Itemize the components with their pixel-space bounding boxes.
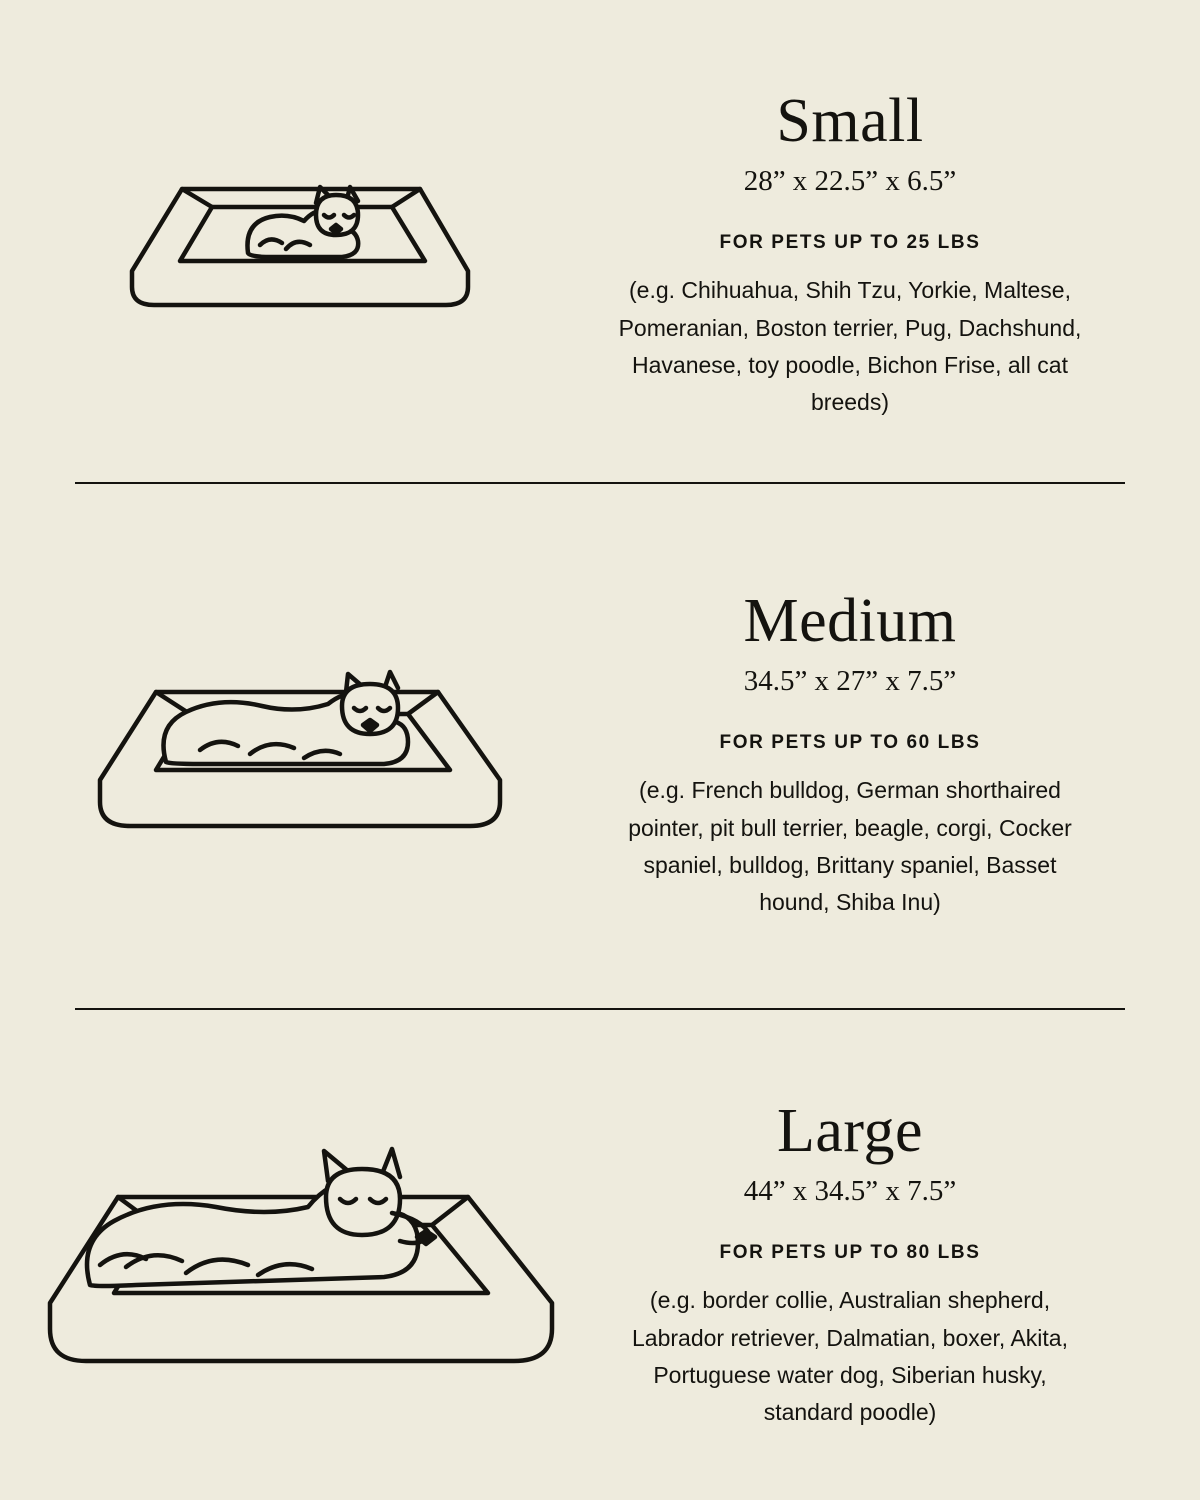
section-divider — [75, 1008, 1125, 1010]
illustration-small — [0, 145, 600, 365]
large-dog-on-bed-icon — [40, 1115, 560, 1415]
illustration-large — [0, 1115, 600, 1415]
section-divider — [75, 482, 1125, 484]
size-dimensions-small: 28” x 22.5” x 6.5” — [743, 164, 957, 197]
small-dog-on-bed-icon — [120, 145, 480, 365]
size-title-medium: Medium — [743, 586, 957, 655]
size-breeds-medium: (e.g. French bulldog, German shorthaired pointer, pit bull terrier, beagle, corgi, Cocker spaniel, bulldog, Brittany spaniel, Basset hound, Shiba Inu) — [628, 777, 1072, 916]
size-weight-medium: FOR PETS UP TO 60 LBS — [719, 732, 981, 754]
size-section-medium — [0, 555, 1200, 955]
size-dimensions-large: 44” x 34.5” x 7.5” — [743, 1174, 957, 1207]
size-section-small — [0, 55, 1200, 455]
illustration-medium — [0, 630, 600, 880]
medium-dog-on-bed-icon — [90, 630, 510, 880]
size-weight-small: FOR PETS UP TO 25 LBS — [719, 232, 981, 254]
text-block-medium — [600, 586, 1200, 922]
size-dimensions-medium: 34.5” x 27” x 7.5” — [743, 664, 957, 697]
text-block-large — [600, 1096, 1200, 1432]
size-section-large — [0, 1065, 1200, 1465]
size-breeds-large: (e.g. border collie, Australian shepherd, Labrador retriever, Dalmatian, boxer, Akita, Portuguese water dog, Siberian husky, standard poodle) — [632, 1287, 1068, 1426]
size-breeds-small: (e.g. Chihuahua, Shih Tzu, Yorkie, Maltese, Pomeranian, Boston terrier, Pug, Dachshund, Havanese, toy poodle, Bichon Frise, all cat breeds) — [618, 277, 1082, 416]
size-title-small: Small — [776, 86, 924, 155]
size-weight-large: FOR PETS UP TO 80 LBS — [719, 1242, 981, 1264]
size-title-large: Large — [777, 1096, 923, 1165]
text-block-small — [600, 86, 1200, 422]
